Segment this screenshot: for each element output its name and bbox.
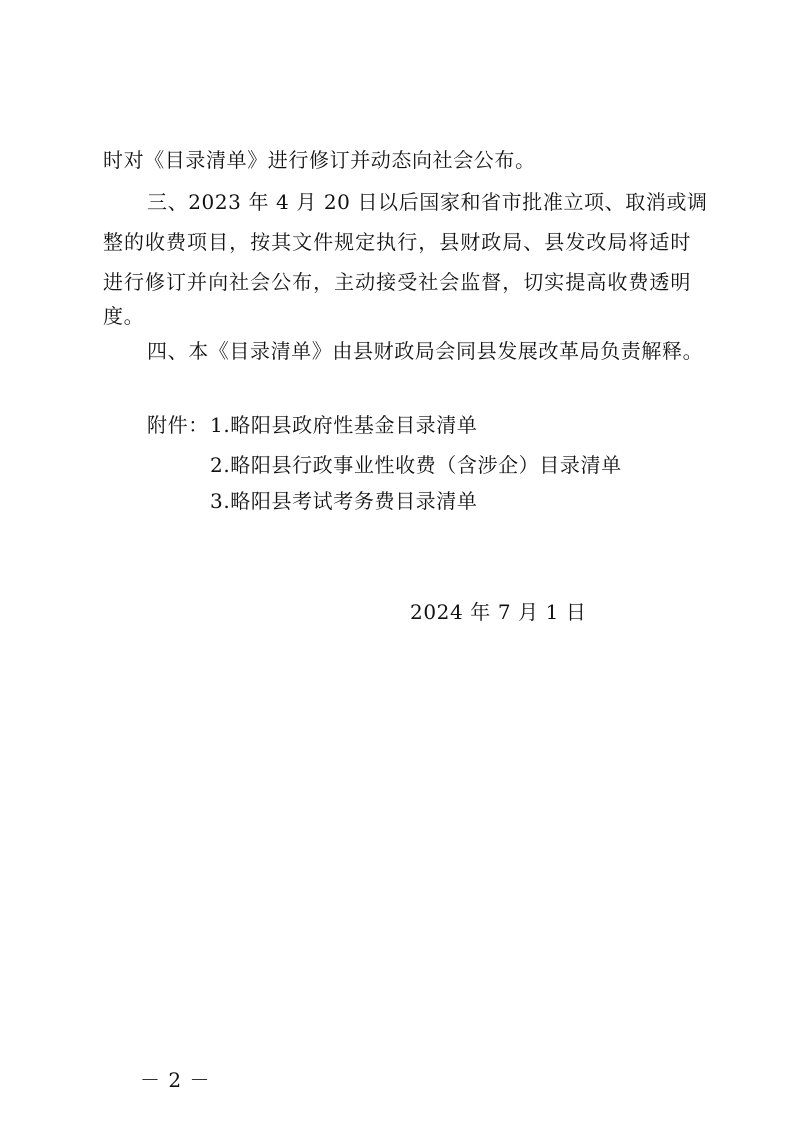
- paragraph-3-line-2: 整的收费项目，按其文件规定执行，县财政局、县发改局将适时: [103, 230, 691, 254]
- page-number: － 2 －: [140, 1068, 211, 1092]
- paragraph-3-line-1: 三、2023 年 4 月 20 日以后国家和省市批准立项、取消或调: [147, 190, 708, 214]
- paragraph-4-line-1: 四、本《目录清单》由县财政局会同县发展改革局负责解释。: [147, 339, 704, 363]
- attachments-label: 附件：: [147, 413, 209, 437]
- attachment-item-3: 3.略阳县考试考务费目录清单: [210, 489, 478, 513]
- paragraph-line-1: 时对《目录清单》进行修订并动态向社会公布。: [103, 148, 536, 172]
- paragraph-3-line-3: 进行修订并向社会公布，主动接受社会监督，切实提高收费透明: [103, 270, 691, 294]
- attachment-item-2: 2.略阳县行政事业性收费（含涉企）目录清单: [210, 453, 622, 477]
- attachment-item-1: 1.略阳县政府性基金目录清单: [210, 413, 478, 437]
- document-date: 2024 年 7 月 1 日: [410, 600, 587, 624]
- paragraph-3-line-4: 度。: [103, 304, 145, 328]
